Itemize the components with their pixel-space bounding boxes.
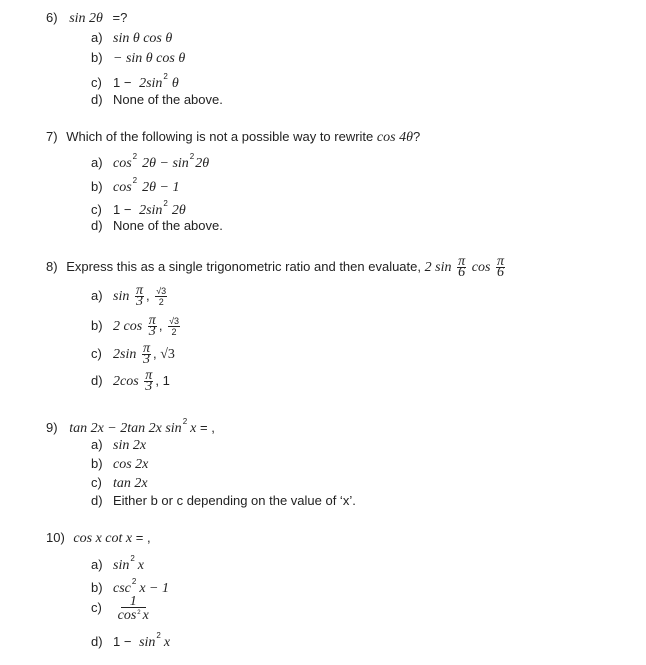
option-label: b) — [91, 179, 103, 194]
question-6 — [46, 10, 127, 27]
option-6b[interactable] — [91, 50, 185, 67]
question-number: 10) — [46, 530, 65, 545]
question-number: 7) — [46, 129, 58, 144]
fraction-pi-over-3 — [148, 313, 157, 339]
comma: , — [152, 345, 157, 361]
option-fn: 2cos — [113, 373, 139, 389]
exponent: 2 — [156, 631, 161, 640]
denominator — [117, 608, 150, 621]
fraction-sqrt3-over-2 — [168, 316, 180, 337]
fraction-sqrt3-over-2 — [155, 286, 167, 307]
question-ask: =? — [112, 10, 128, 25]
option-label: c) — [91, 75, 102, 90]
option-6a[interactable] — [91, 30, 172, 47]
option-value: 1 — [162, 372, 170, 388]
den-fn: cos — [117, 608, 137, 623]
option-label: d) — [91, 634, 103, 649]
numerator: √3 — [169, 316, 180, 326]
option-var: x — [137, 558, 145, 573]
option-label: d) — [91, 372, 103, 388]
question-end: = , — [199, 420, 215, 435]
denominator: 3 — [135, 294, 143, 309]
numerator: π — [142, 341, 150, 356]
option-8d[interactable] — [91, 368, 170, 394]
option-text: None of the above. — [113, 218, 223, 233]
option-text: None of the above. — [113, 92, 223, 107]
comma: , — [145, 287, 150, 303]
exponent: 2 — [163, 72, 168, 81]
option-label: c) — [91, 600, 102, 616]
option-7d[interactable] — [91, 218, 223, 233]
exponent: 2 — [189, 152, 195, 161]
option-text: 1 − — [113, 75, 132, 90]
option-text: sin 2x — [113, 438, 147, 453]
option-9d[interactable] — [91, 493, 356, 508]
option-6c[interactable] — [91, 72, 179, 92]
option-label: c) — [91, 202, 102, 217]
question-expression: cos — [471, 259, 491, 275]
question-var: x — [190, 421, 197, 436]
option-9c[interactable] — [91, 475, 148, 492]
option-label: b) — [91, 50, 103, 65]
fraction-pi-over-6 — [457, 254, 466, 280]
question-expression: 2 sin — [424, 259, 452, 275]
option-label: c) — [91, 475, 102, 490]
denominator: 2 — [158, 297, 164, 307]
exponent: 2 — [182, 417, 188, 426]
option-fn: cos — [113, 180, 132, 195]
option-label: b) — [91, 456, 103, 471]
option-label: a) — [91, 30, 103, 45]
option-fn: sin — [113, 558, 130, 573]
option-label: c) — [91, 345, 102, 361]
option-6d[interactable] — [91, 92, 223, 107]
option-10c[interactable] — [91, 594, 152, 623]
denominator: 3 — [148, 324, 156, 339]
option-text: − sin θ cos θ — [113, 51, 186, 66]
option-var: x — [163, 635, 171, 650]
question-9 — [46, 417, 215, 437]
option-text: 2θ — [171, 203, 186, 218]
comma: , — [158, 317, 163, 333]
den-var: x — [142, 608, 149, 623]
option-text: 2θ — [195, 156, 210, 171]
option-fn: 2sin — [139, 76, 163, 91]
option-10d[interactable] — [91, 631, 170, 651]
option-10a[interactable] — [91, 554, 144, 574]
denominator: 2 — [171, 327, 177, 337]
question-10 — [46, 530, 151, 547]
fraction-pi-over-6 — [496, 254, 505, 280]
option-7c[interactable] — [91, 199, 186, 219]
numerator: π — [497, 254, 505, 269]
option-9b[interactable] — [91, 456, 148, 473]
question-expression: cos 4θ — [376, 130, 413, 145]
option-text: 1 − — [113, 202, 132, 217]
numerator: π — [135, 283, 143, 298]
option-label: a) — [91, 287, 103, 303]
denominator: 3 — [142, 352, 150, 367]
option-label: a) — [91, 557, 103, 572]
option-fn: sin — [113, 288, 130, 304]
option-9a[interactable] — [91, 437, 146, 454]
exponent: 2 — [131, 577, 137, 586]
question-number: 6) — [46, 10, 58, 25]
option-fn: csc — [113, 581, 131, 596]
option-7b[interactable] — [91, 176, 179, 196]
question-expression: sin 2θ — [69, 11, 103, 26]
numerator: 1 — [121, 597, 146, 608]
option-fn: 2sin — [113, 346, 137, 362]
question-number: 9) — [46, 420, 58, 435]
question-expression: cos x cot x — [73, 531, 133, 546]
option-8b[interactable] — [91, 313, 182, 339]
denominator: 3 — [145, 379, 153, 394]
option-8a[interactable] — [91, 283, 169, 309]
question-end: ? — [412, 129, 421, 144]
numerator: √3 — [156, 286, 167, 296]
option-label: d) — [91, 218, 103, 233]
question-text: Express this as a single trigonometric ratio and then evaluate, — [66, 258, 421, 274]
denominator: 6 — [458, 265, 466, 280]
question-number: 8) — [46, 258, 58, 274]
numerator: π — [148, 313, 156, 328]
numerator: π — [145, 368, 153, 383]
question-expression: tan 2x − 2tan 2x sin — [69, 421, 182, 436]
fraction-pi-over-3 — [144, 368, 153, 394]
question-end: = , — [135, 530, 151, 545]
option-label: d) — [91, 92, 103, 107]
question-8 — [46, 254, 507, 280]
exponent: 2 — [137, 610, 141, 616]
exponent: 2 — [163, 199, 168, 208]
option-var: θ — [171, 76, 179, 91]
option-8c[interactable] — [91, 341, 175, 367]
option-label: b) — [91, 317, 103, 333]
option-fn: 2sin — [139, 203, 163, 218]
option-7a[interactable] — [91, 152, 209, 172]
exponent: 2 — [132, 152, 138, 161]
option-text: 1 − — [113, 634, 132, 649]
fraction-pi-over-3 — [142, 341, 151, 367]
option-fn: cos — [113, 156, 132, 171]
option-fn: sin — [139, 635, 156, 650]
option-value: √3 — [160, 346, 175, 362]
comma: , — [155, 372, 159, 388]
option-label: a) — [91, 437, 103, 452]
question-7 — [46, 129, 420, 146]
option-text: sin θ cos θ — [113, 31, 173, 46]
exponent: 2 — [132, 176, 138, 185]
option-label: d) — [91, 493, 103, 508]
option-label: a) — [91, 155, 103, 170]
fraction-pi-over-3 — [135, 283, 144, 309]
option-text: tan 2x — [113, 476, 148, 491]
option-text: Either b or c depending on the value of ‘x’. — [113, 493, 356, 508]
numerator: π — [458, 254, 466, 269]
option-fn: 2 cos — [113, 318, 143, 334]
exponent: 2 — [130, 554, 135, 563]
question-text: Which of the following is not a possible way to rewrite — [66, 129, 374, 144]
option-label: b) — [91, 580, 103, 595]
option-text: 2θ − sin — [142, 156, 189, 171]
fraction-1-over-cos2x — [117, 594, 150, 623]
option-text: 2θ − 1 — [142, 180, 180, 195]
option-text: x − 1 — [139, 581, 170, 596]
option-text: cos 2x — [113, 457, 149, 472]
denominator: 6 — [497, 265, 505, 280]
